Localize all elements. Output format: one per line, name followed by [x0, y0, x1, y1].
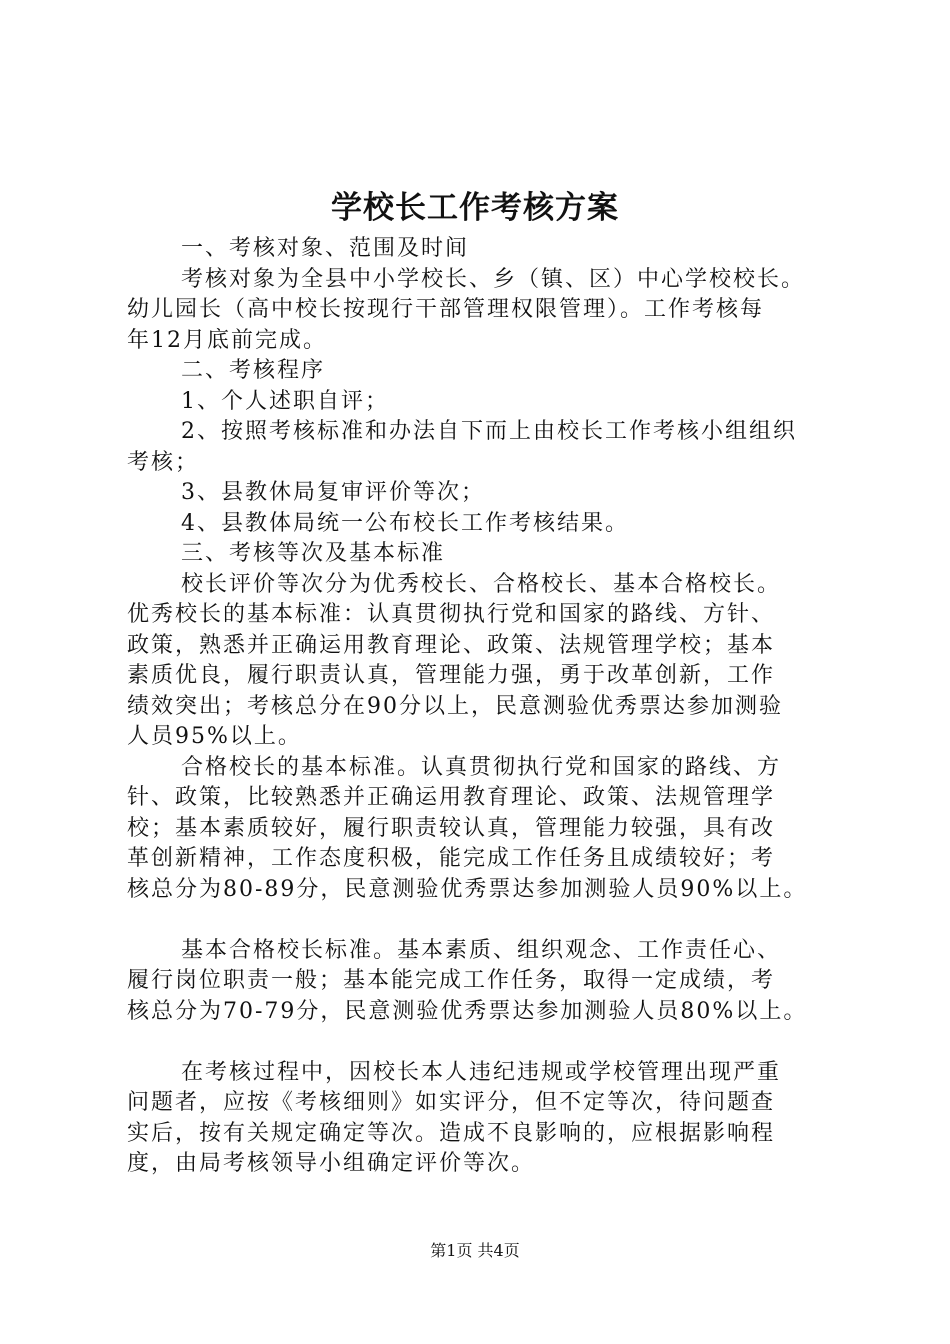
paragraph-line: 核总分为70-79分，民意测验优秀票达参加测验人员80%以上。 — [127, 998, 808, 1024]
paragraph-line: 幼儿园长（高中校长按现行干部管理权限管理）。工作考核每 — [127, 297, 765, 322]
paragraph-line: 年12月底前完成。 — [127, 327, 327, 353]
paragraph-spacer — [127, 905, 839, 936]
paragraph-line: 针、政策，比较熟悉并正确运用教育理论、政策、法规管理学 — [127, 785, 776, 810]
list-item-continuation: 考核； — [127, 449, 200, 475]
paragraph-line: 考核对象为全县中小学校长、乡（镇、区）中心学校校长。 — [181, 266, 806, 292]
paragraph-line: 履行岗位职责一般；基本能完成工作任务，取得一定成绩，考 — [127, 968, 776, 993]
paragraph-line: 绩效突出；考核总分在90分以上，民意测验优秀票达参加测验 — [127, 693, 783, 719]
paragraph-line: 基本合格校长标准。基本素质、组织观念、工作责任心、 — [181, 937, 782, 963]
paragraph-line: 度，由局考核领导小组确定评价等次。 — [127, 1151, 536, 1176]
paragraph-line: 政策，熟悉并正确运用教育理论、政策、法规管理学校；基本 — [127, 632, 776, 658]
list-item: 4、县教体局统一公布校长工作考核结果。 — [181, 510, 629, 536]
paragraph-line: 革创新精神，工作态度积极，能完成工作任务且成绩较好；考 — [127, 846, 776, 871]
list-item: 2、按照考核标准和办法自下而上由校长工作考核小组组织 — [181, 419, 797, 444]
paragraph-line: 优秀校长的基本标准：认真贯彻执行党和国家的路线、方针、 — [127, 602, 776, 627]
section-heading-3: 三、考核等次及基本标准 — [181, 541, 446, 566]
document-title: 学校长工作考核方案 — [331, 190, 619, 226]
paragraph-line: 人员95%以上。 — [127, 724, 302, 749]
paragraph-line: 在考核过程中，因校长本人违纪违规或学校管理出现严重 — [181, 1059, 782, 1085]
paragraph-spacer — [127, 1027, 839, 1058]
section-heading-2: 二、考核程序 — [181, 358, 326, 383]
list-item: 3、县教休局复审评价等次； — [181, 480, 485, 505]
section-heading-1: 一、考核对象、范围及时间 — [181, 236, 470, 261]
paragraph-line: 校；基本素质较好，履行职责较认真，管理能力较强，具有改 — [127, 815, 776, 841]
paragraph-line: 合格校长的基本标准。认真贯彻执行党和国家的路线、方 — [181, 754, 782, 780]
paragraph-line: 校长评价等次分为优秀校长、合格校长、基本合格校长。 — [181, 571, 782, 597]
paragraph-line: 核总分为80-89分，民意测验优秀票达参加测验人员90%以上。 — [127, 876, 808, 902]
document-body — [127, 234, 839, 1180]
page-number-footer: 第1页 共4页 — [430, 1241, 520, 1260]
list-item: 1、个人述职自评； — [181, 388, 389, 414]
paragraph-line: 素质优良，履行职责认真，管理能力强，勇于改革创新，工作 — [127, 663, 776, 688]
paragraph-line: 问题者，应按《考核细则》如实评分，但不定等次，待问题查 — [127, 1090, 776, 1115]
paragraph-line: 实后，按有关规定确定等次。造成不良影响的，应根据影响程 — [127, 1120, 776, 1146]
